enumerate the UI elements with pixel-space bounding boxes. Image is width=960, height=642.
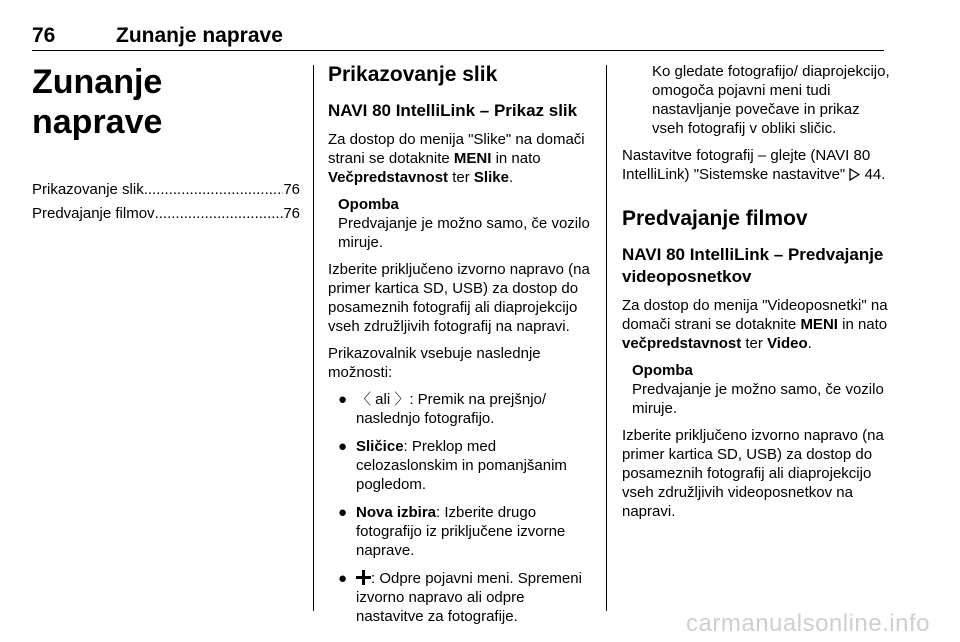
note-text: Predvajanje je možno samo, če vozilo miruje.	[338, 215, 590, 251]
toc-leader-dots	[155, 202, 284, 226]
section-heading: Prikazovanje slik	[328, 63, 498, 86]
paragraph: Izberite priključeno izvorno napravo (na primer kartica SD, USB) za dostop do posameznih fotografij ali diaprojekcijo vseh združljivih videoposnetkov na napravi.	[622, 427, 884, 520]
option-term: Sličice	[356, 438, 404, 455]
menu-term: večpredstavnost	[622, 335, 742, 352]
list-item: ● Nova izbira: Izberite drugo fotografijo iz priključene izvorne naprave.	[338, 504, 566, 559]
paragraph: Za dostop do menija "Slike" na domači strani se dotaknite MENI in nato Večpredstavnost ter Slike.	[328, 131, 585, 186]
menu-term: Slike	[473, 169, 509, 186]
toc-entry-text: Prikazovanje slik	[32, 181, 144, 198]
menu-term: MENI	[800, 316, 838, 333]
menu-term: Video	[767, 335, 808, 352]
plus-icon	[356, 570, 371, 585]
running-title: Zunanje naprave	[116, 24, 283, 47]
arrow-glyphs: 〈 ali 〉	[356, 391, 410, 408]
list-item: ● 〈 ali 〉: Premik na prejšnjo/ naslednjo fotografijo.	[338, 391, 547, 427]
bullet-dot: ●	[338, 438, 348, 455]
bullet-dot: ●	[338, 504, 348, 521]
column-divider-1	[313, 65, 314, 611]
list-continuation: Ko gledate fotografijo/ diaprojekcijo, omogoča pojavni meni tudi nastavljanje povečave in prikaz vseh fotografij v obliki sličic.	[652, 63, 890, 137]
paragraph: Za dostop do menija "Videoposnetki" na domači strani se dotaknite MENI in nato večpredstavnost ter Video.	[622, 297, 888, 352]
subsection-heading: NAVI 80 IntelliLink – Prikaz slik	[328, 101, 578, 120]
toc-entry[interactable]	[32, 202, 300, 226]
chapter-title: Zunanje naprave	[32, 63, 163, 141]
menu-term: MENI	[453, 150, 492, 167]
list-item: ● Sličice: Preklop med celozaslonskim in pomanjšanim pogledom.	[338, 438, 567, 493]
bullet-dot: ●	[338, 570, 348, 587]
page-header	[32, 20, 884, 51]
column-divider-2	[606, 65, 607, 611]
toc-entry[interactable]	[32, 178, 300, 202]
option-term: Nova izbira	[356, 504, 437, 521]
page-reference-arrow-icon	[849, 168, 860, 181]
toc-entry-page: 76	[283, 205, 300, 222]
toc-leader-dots	[144, 178, 284, 202]
page-number: 76	[32, 24, 56, 47]
note-block	[328, 195, 590, 252]
subsection-heading: NAVI 80 IntelliLink – Predvajanje videoposnetkov	[622, 245, 884, 286]
note-text: Predvajanje je možno samo, če vozilo miruje.	[632, 381, 884, 417]
paragraph: Prikazovalnik vsebuje naslednje možnosti:	[328, 345, 541, 381]
section-heading: Predvajanje filmov	[622, 207, 808, 230]
column-1	[32, 62, 300, 226]
bullet-dot: ●	[338, 391, 348, 408]
toc-entry-text: Predvajanje filmov	[32, 205, 155, 222]
note-block	[622, 361, 892, 418]
menu-term: Večpredstavnost	[328, 169, 449, 186]
column-2	[328, 62, 590, 635]
cross-reference: Nastavitve fotografij – glejte (NAVI 80 IntelliLink) "Sistemske nastavitve" 44.	[622, 147, 886, 183]
note-title: Opomba	[338, 196, 399, 213]
watermark: carmanualsonline.info	[686, 610, 930, 637]
list-item: ● : Odpre pojavni meni. Spremeni izvorno napravo ali odpre nastavitve za fotografije.	[338, 570, 582, 625]
column-3	[622, 62, 892, 529]
toc-entry-page: 76	[283, 181, 300, 198]
paragraph: Izberite priključeno izvorno napravo (na primer kartica SD, USB) za dostop do posameznih fotografij ali diaprojekcijo vseh združljivih fotografij na napravi.	[328, 261, 590, 335]
reference-page: 44	[864, 166, 882, 183]
note-title: Opomba	[632, 362, 693, 379]
